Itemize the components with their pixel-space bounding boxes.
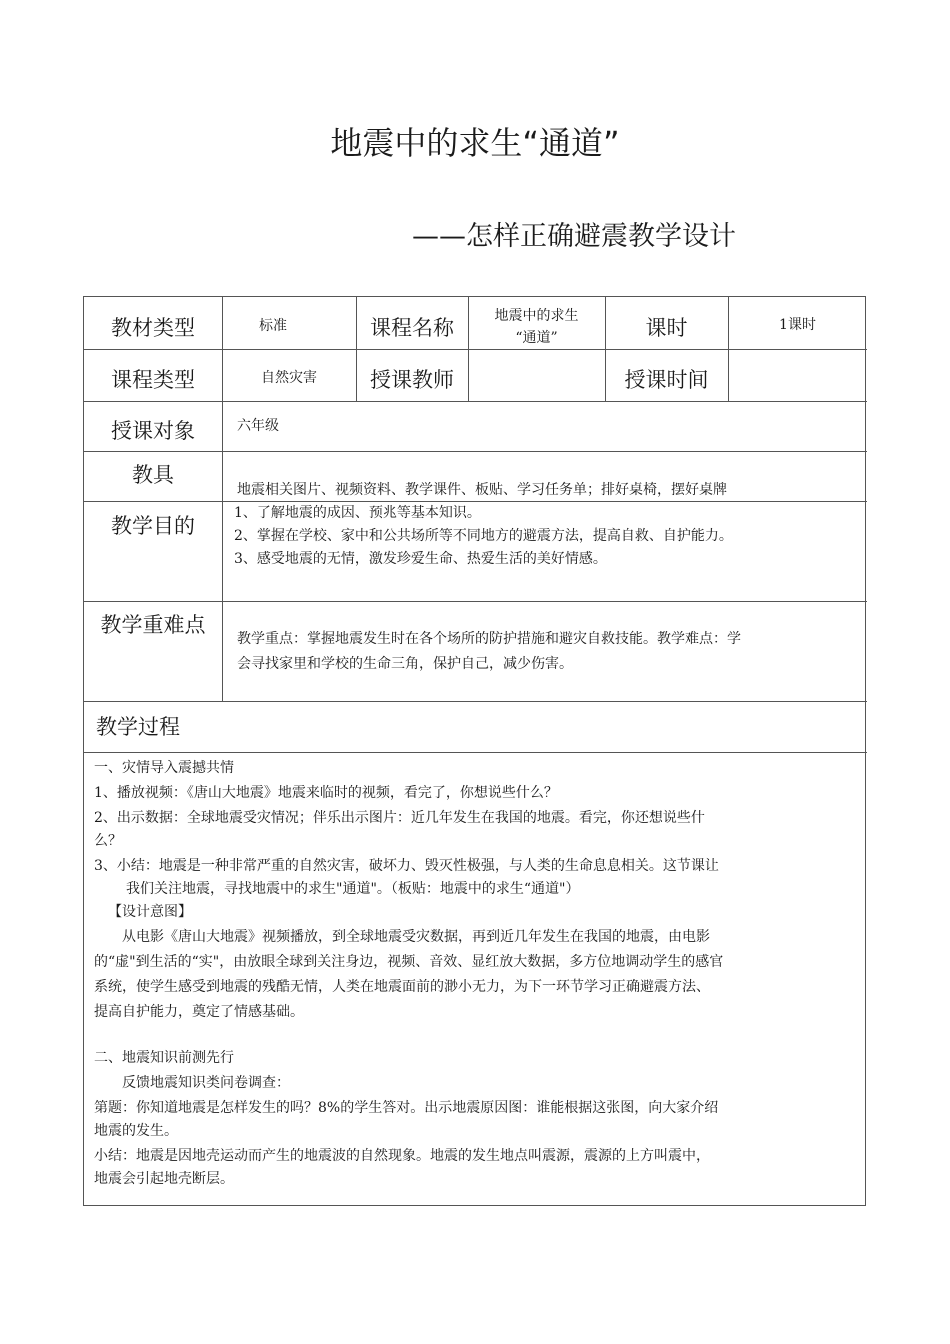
row-divider bbox=[84, 601, 867, 602]
value-material-type: 标准 bbox=[259, 318, 287, 334]
process-paragraph: 么？ bbox=[94, 833, 122, 849]
process-paragraph: 地震会引起地壳断层。 bbox=[94, 1171, 234, 1187]
label-teacher: 授课教师 bbox=[370, 368, 454, 392]
row-divider bbox=[84, 701, 867, 702]
section-heading: 二、地震知识前测先行 bbox=[94, 1050, 234, 1066]
process-paragraph: 我们关注地震，寻找地震中的求生"通道"。（板贴：地震中的求生“通道"） bbox=[126, 881, 580, 897]
key-points-line: 会寻找家里和学校的生命三角，保护自己，减少伤害。 bbox=[237, 656, 573, 672]
label-key-points: 教学重难点 bbox=[100, 613, 206, 637]
process-paragraph: 3、小结：地震是一种非常严重的自然灾害，破坏力、毁灭性极强，与人类的生命息息相关。这节课让 bbox=[94, 858, 719, 874]
row-divider bbox=[84, 401, 867, 402]
row-divider bbox=[84, 349, 867, 350]
process-paragraph: 地震的发生。 bbox=[94, 1123, 178, 1139]
page-title: 地震中的求生“通道” bbox=[330, 124, 620, 162]
value-audience: 六年级 bbox=[237, 418, 279, 434]
label-teaching-time: 授课时间 bbox=[624, 368, 709, 392]
process-paragraph: 反馈地震知识类问卷调查： bbox=[122, 1075, 290, 1091]
key-points-line: 教学重点：掌握地震发生时在各个场所的防护措施和避灾自救技能。教学难点：学 bbox=[237, 631, 741, 647]
value-course-name-line1: 地震中的求生 bbox=[494, 308, 579, 324]
label-teaching-goals: 教学目的 bbox=[111, 514, 195, 538]
value-class-hours: 1课时 bbox=[779, 317, 816, 333]
row-divider bbox=[84, 752, 867, 753]
label-course-name: 课程名称 bbox=[370, 316, 454, 340]
section-heading: 一、灾情导入震撼共情 bbox=[94, 760, 234, 776]
lesson-plan-table bbox=[83, 296, 866, 1206]
label-course-type: 课程类型 bbox=[111, 368, 195, 392]
value-course-type: 自然灾害 bbox=[261, 370, 317, 386]
column-divider bbox=[222, 297, 223, 701]
process-paragraph: 第题：你知道地震是怎样发生的吗？8%的学生答对。出示地震原因图：谁能根据这张图，向大家介绍 bbox=[94, 1100, 719, 1116]
process-paragraph: 1、播放视频：《唐山大地震》地震来临时的视频，看完了，你想说些什么？ bbox=[94, 785, 558, 801]
goal-item: 1、了解地震的成因、预兆等基本知识。 bbox=[234, 505, 481, 521]
label-class-hours: 课时 bbox=[645, 316, 688, 340]
value-course-name-line2: “通道” bbox=[515, 330, 558, 346]
label-material-type: 教材类型 bbox=[111, 316, 195, 340]
page-subtitle: ——怎样正确避震教学设计 bbox=[412, 221, 736, 252]
process-paragraph: 小结：地震是因地壳运动而产生的地震波的自然现象。地震的发生地点叫震源，震源的上方叫震中， bbox=[94, 1148, 710, 1164]
design-intent-text: 从电影《唐山大地震》视频播放，到全球地震受灾数据，再到近几年发生在我国的地震，由电影 bbox=[122, 929, 710, 945]
goal-item: 2、掌握在学校、家中和公共场所等不同地方的避震方法，提高自救、自护能力。 bbox=[234, 528, 733, 544]
column-divider bbox=[728, 297, 729, 401]
goal-item: 3、感受地震的无情，激发珍爱生命、热爱生活的美好情感。 bbox=[234, 551, 607, 567]
process-paragraph: 2、出示数据：全球地震受灾情况；伴乐出示图片：近几年发生在我国的地震。看完，你还想说些什 bbox=[94, 810, 705, 826]
process-content bbox=[94, 757, 857, 1191]
design-intent-text: 提高自护能力，奠定了情感基础。 bbox=[94, 1004, 304, 1020]
design-intent-heading: 【设计意图】 bbox=[108, 904, 192, 920]
design-intent-text: 系统，使学生感受到地震的残酷无情，人类在地震面前的渺小无力，为下一环节学习正确避震方法、 bbox=[94, 979, 710, 995]
row-divider bbox=[84, 451, 867, 452]
label-audience: 授课对象 bbox=[111, 419, 195, 443]
label-teaching-aids: 教具 bbox=[132, 463, 174, 487]
label-teaching-process: 教学过程 bbox=[96, 715, 180, 739]
design-intent-text: 的“虚"到生活的“实"，由放眼全球到关注身边，视频、音效、显红放大数据，多方位地调动学生的感官 bbox=[94, 954, 724, 970]
value-teaching-aids: 地震相关图片、视频资料、教学课件、板贴、学习任务单；排好桌椅，摆好桌牌 bbox=[237, 482, 727, 498]
